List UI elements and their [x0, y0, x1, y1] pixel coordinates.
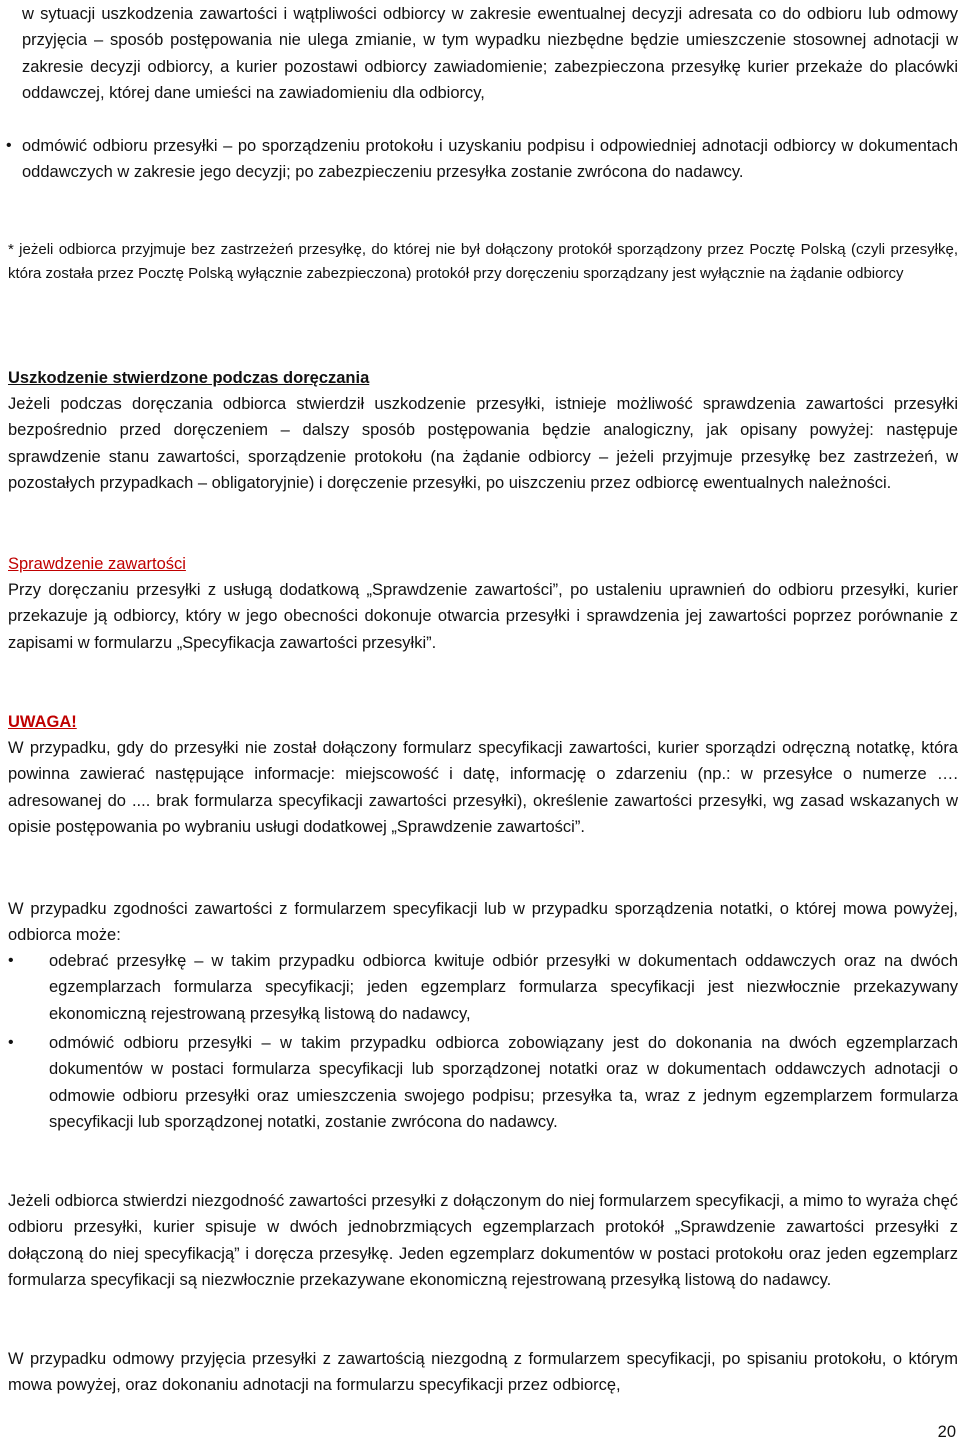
list-item-text: odebrać przesyłkę – w takim przypadku odbiorca kwituje odbiór przesyłki w dokumentach oddawczych oraz na dwóch egzemplarzach formularza specyfikacji; jeden egzemplarz formularza specyfikacji jest niezwłocznie przekazywany ekonomiczną rejestrowaną przesyłką listową do nadawcy,: [49, 952, 958, 1023]
page-number: 20: [937, 1423, 956, 1441]
section-heading-damage: Uszkodzenie stwierdzone podczas doręczania: [8, 369, 370, 387]
continuation-paragraph: w sytuacji uszkodzenia zawartości i wątpliwości odbiorcy w zakresie ewentualnej decyzji adresata co do odbioru lub odmowy przyjęcia – sposób postępowania nie ulega zmianie, w tym wypadku niezbędne będzie umieszczenie stosownej adnotacji w zakresie decyzji odbiorcy, a kurier pozostawi odbiorcy zawiadomienie; zabezpieczona przesyłkę kurier przekaże do placówki oddawczej, której dane umieści na zawiadomieniu dla odbiorcy,: [22, 5, 958, 102]
warning-body: W przypadku, gdy do przesyłki nie został dołączony formularz specyfikacji zawartości, kurier sporządzi odręczną notatkę, która powinna zawierać następujące informacje: miejscowość i datę, informację o zdarzeniu (np.: w przesyłce o numerze …. adresowanej do .... brak formularza specyfikacji zawartości przesyłki), określenie zawartości przesyłki, wg zasad wskazanych w opisie postępowania po wybraniu usługi dodatkowej „Sprawdzenie zawartości”.: [8, 739, 958, 836]
refusal-paragraph: W przypadku odmowy przyjęcia przesyłki z zawartością niezgodną z formularzem specyfikacji, po spisaniu protokołu, o którym mowa powyżej, oraz dokonaniu adnotacji na formularzu specyfikacji przez odbiorcę,: [8, 1350, 958, 1395]
mismatch-paragraph: Jeżeli odbiorca stwierdzi niezgodność zawartości przesyłki z dołączonym do niej formularzem specyfikacji, a mimo to wyraża chęć odbioru przesyłki, kurier spisuje w dwóch jednobrzmiących egzemplarzach protokół „Sprawdzenie zawartości przesyłki z dołączoną do niej specyfikacją” i doręcza przesyłkę. Jeden egzemplarz dokumentów w postaci protokołu oraz jeden egzemplarz formularza specyfikacji są niezwłocznie przekazywane ekonomiczną rejestrowaną przesyłką listową do nadawcy.: [8, 1192, 958, 1289]
warning-heading: UWAGA!: [8, 713, 77, 731]
footnote: * jeżeli odbiorca przyjmuje bez zastrzeżeń przesyłkę, do której nie był dołączony protokół sporządzony przez Pocztę Polską (czyli przesyłkę, która została przez Pocztę Polską wyłącznie zabezpieczona) protokół przy doręczeniu sporządzany jest wyłącznie na żądanie odbiorcy: [8, 241, 958, 282]
section-check-body: Przy doręczaniu przesyłki z usługą dodatkową „Sprawdzenie zawartości”, po ustaleniu uprawnień do odbioru przesyłki, kurier przekazuje ją odbiorcy, który w jego obecności dokonuje otwarcia przesyłki i sprawdzenia jej zawartości poprzez porównanie z zapisami w formularzu „Specyfikacja zawartości przesyłki”.: [8, 581, 958, 652]
list-item-text: odmówić odbioru przesyłki – w takim przypadku odbiorca zobowiązany jest do dokonania na dwóch egzemplarzach dokumentów w postaci formularza specyfikacji lub sporządzonej notatki oraz w dokumentach oddawczych adnotacji o odmowie odbioru przesyłki oraz umieszczenia swojego podpisu; przesyłka ta, wraz z jednym egzemplarzem formularza specyfikacji lub sporządzonej notatki, zostanie zwrócona do nadawcy.: [49, 1034, 958, 1131]
compliance-intro: W przypadku zgodności zawartości z formularzem specyfikacji lub w przypadku sporządzenia notatki, o której mowa powyżej, odbiorca może:: [8, 900, 958, 945]
bullet-icon: •: [8, 1034, 14, 1051]
list-item-text: odmówić odbioru przesyłki – po sporządzeniu protokołu i uzyskaniu podpisu i odpowiedniej adnotacji odbiorcy w dokumentach oddawczych w zakresie jego decyzji; po zabezpieczeniu przesyłka zostanie zwrócona do nadawcy.: [22, 137, 958, 182]
bullet-icon: •: [6, 137, 12, 154]
bullet-icon: •: [8, 952, 14, 969]
section-heading-check: Sprawdzenie zawartości: [8, 555, 186, 573]
section-damage-body: Jeżeli podczas doręczania odbiorca stwierdził uszkodzenie przesyłki, istnieje możliwość sprawdzenia zawartości przesyłki bezpośrednio przed doręczeniem – dalszy sposób postępowania będzie analogiczny, jak opisany powyżej: następuje sprawdzenie stanu zawartości, sporządzenie protokołu (na żądanie odbiorcy – jeżeli przyjmuje przesyłkę bez zastrzeżeń, w pozostałych przypadkach – obligatoryjnie) i doręczenie przesyłki, po uiszczeniu przez odbiorcę ewentualnych należności.: [8, 395, 958, 492]
